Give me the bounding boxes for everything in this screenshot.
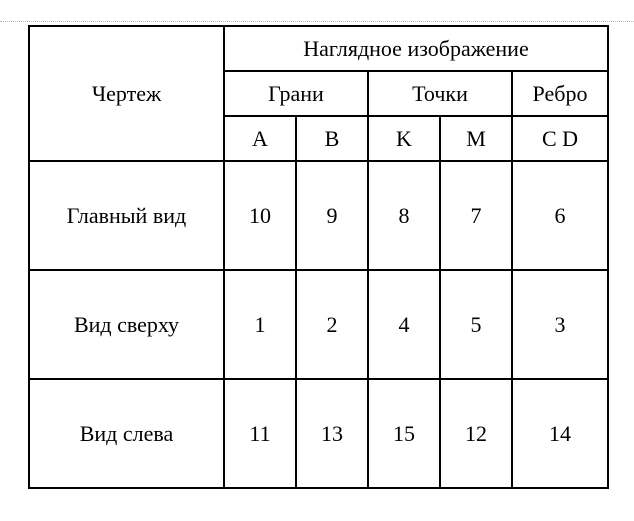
value-cell: 6 — [512, 161, 608, 270]
page-top-rule — [0, 21, 634, 22]
group-header-cell: Наглядное изображение — [224, 26, 608, 71]
value-cell: 12 — [440, 379, 512, 488]
table-row — [29, 161, 608, 270]
value-cell: 2 — [296, 270, 368, 379]
value-cell: 4 — [368, 270, 440, 379]
row-label-cell: Главный вид — [29, 161, 224, 270]
header-row-group — [29, 26, 608, 71]
table-row — [29, 270, 608, 379]
value-cell: 7 — [440, 161, 512, 270]
value-cell: 11 — [224, 379, 296, 488]
table-row — [29, 379, 608, 488]
correspondence-table — [28, 25, 609, 489]
column-header-cell: K — [368, 116, 440, 161]
column-header-cell: C D — [512, 116, 608, 161]
corner-header-cell: Чертеж — [29, 26, 224, 161]
column-header-cell: B — [296, 116, 368, 161]
value-cell: 5 — [440, 270, 512, 379]
value-cell: 15 — [368, 379, 440, 488]
value-cell: 10 — [224, 161, 296, 270]
subgroup-edge-cell: Ребро — [512, 71, 608, 116]
row-label-cell: Вид слева — [29, 379, 224, 488]
value-cell: 13 — [296, 379, 368, 488]
subgroup-faces-cell: Грани — [224, 71, 368, 116]
column-header-cell: M — [440, 116, 512, 161]
column-header-cell: A — [224, 116, 296, 161]
value-cell: 14 — [512, 379, 608, 488]
subgroup-points-cell: Точки — [368, 71, 512, 116]
row-label-cell: Вид сверху — [29, 270, 224, 379]
value-cell: 3 — [512, 270, 608, 379]
value-cell: 8 — [368, 161, 440, 270]
value-cell: 9 — [296, 161, 368, 270]
value-cell: 1 — [224, 270, 296, 379]
